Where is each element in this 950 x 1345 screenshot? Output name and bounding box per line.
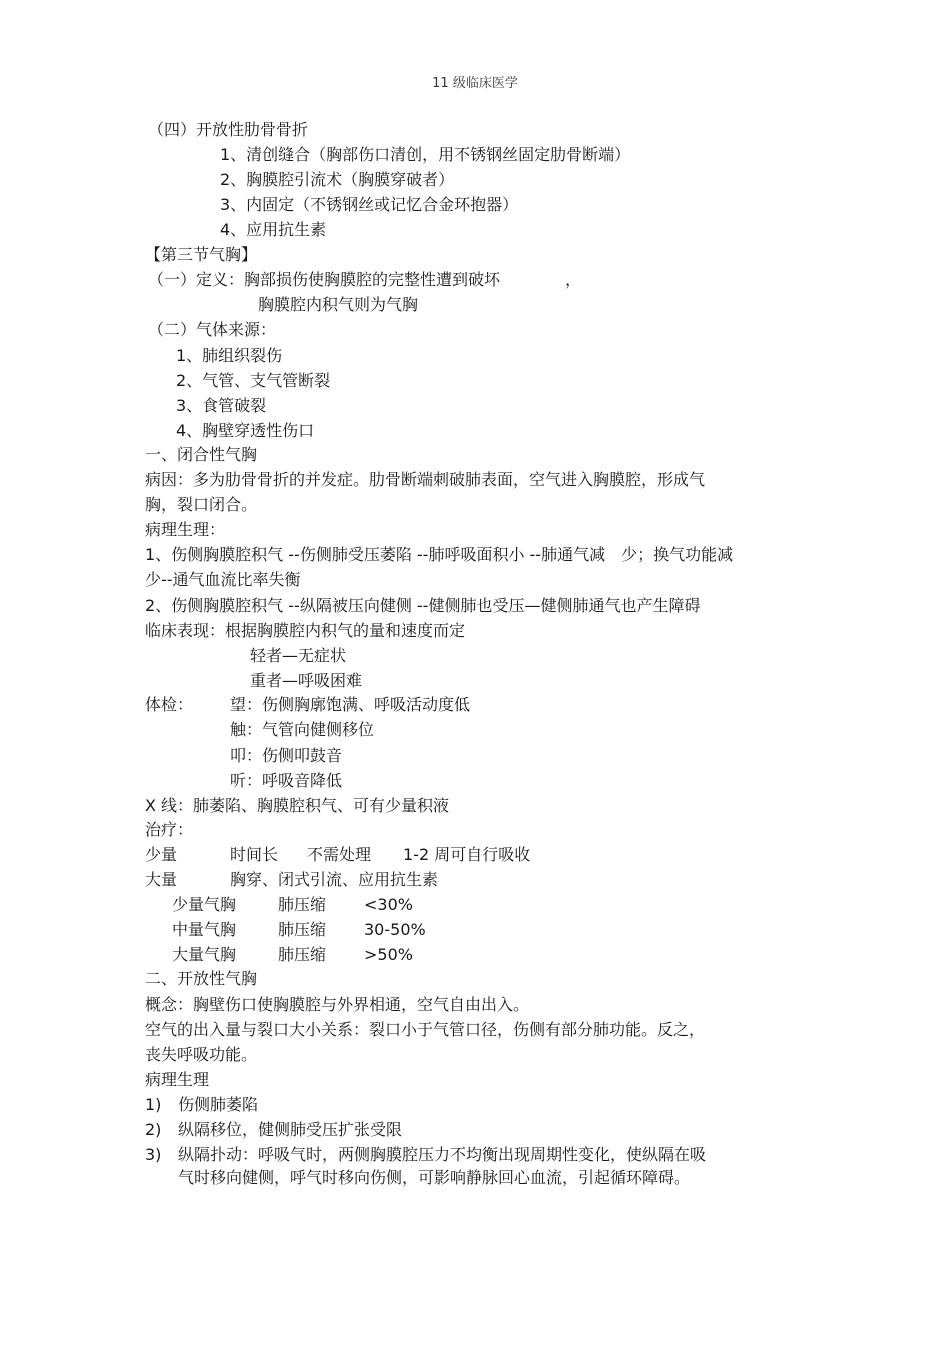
treat-small-outcome: 1-2 周可自行吸收 xyxy=(403,845,531,864)
xray-findings: X 线：肺萎陷、胸膜腔积气、可有少量积液 xyxy=(145,796,450,815)
source-item-3: 3、食管破裂 xyxy=(176,396,267,415)
grade-compression-label: 肺压缩 xyxy=(278,895,327,914)
pathophysiology-title: 病理生理： xyxy=(145,520,226,539)
patho-1-line-1: 1、伤侧胸膜腔积气 --伤侧肺受压萎陷 --肺呼吸面积小 --肺通气减 少；换气功能减 xyxy=(145,545,734,564)
patho-2: 2、伤侧胸膜腔积气 --纵隔被压向健侧 --健侧肺也受压—健侧肺通气也产生障碍 xyxy=(145,596,701,615)
open-pneumothorax-title: 二、开放性气胸 xyxy=(145,969,258,988)
sec4-item-4: 4、应用抗生素 xyxy=(220,220,327,239)
sec4-item-3: 3、内固定（不锈钢丝或记忆合金环抱器） xyxy=(220,195,519,214)
grade-compression-label: 肺压缩 xyxy=(278,945,327,964)
treat-large-action: 胸穿、闭式引流、应用抗生素 xyxy=(230,870,439,889)
grade-compression-label: 肺压缩 xyxy=(278,920,327,939)
grade-value: >50% xyxy=(364,945,413,964)
gas-source-title: （二）气体来源： xyxy=(148,320,277,339)
treat-small-action: 不需处理 xyxy=(307,845,372,864)
mild-case: 轻者—无症状 xyxy=(250,646,347,665)
source-item-1: 1、肺组织裂伤 xyxy=(176,346,283,365)
item-text: 纵隔移位，健侧肺受压扩张受限 xyxy=(178,1120,403,1139)
treat-small-duration: 时间长 xyxy=(230,845,279,864)
treat-large-label: 大量 xyxy=(145,870,178,889)
item-text: 纵隔扑动：呼吸气时，两侧胸膜腔压力不均衡出现周期性变化，使纵隔在吸 xyxy=(178,1145,707,1164)
source-item-2: 2、气管、支气管断裂 xyxy=(176,371,331,390)
definition-line-2: 胸膜腔内积气则为气胸 xyxy=(258,295,419,314)
relation-line-2: 丧失呼吸功能。 xyxy=(145,1045,258,1064)
closed-pneumothorax-title: 一、闭合性气胸 xyxy=(145,445,258,464)
item-number: 3) xyxy=(145,1145,162,1164)
page-header: 11 级临床医学 xyxy=(432,76,518,91)
grade-name: 中量气胸 xyxy=(172,920,237,939)
etiology-line-1: 病因：多为肋骨骨折的并发症。肋骨断端刺破肺表面，空气进入胸膜腔，形成气 xyxy=(145,470,706,489)
relation-line-1: 空气的出入量与裂口大小关系：裂口小于气管口径，伤侧有部分肺功能。反之， xyxy=(145,1020,706,1039)
exam-palpation: 触：气管向健侧移位 xyxy=(230,720,375,739)
sec4-item-2: 2、胸膜腔引流术（胸膜穿破者） xyxy=(220,170,455,189)
open-item-3-continuation: 气时移向健侧，呼气时移向伤侧，可影响静脉回心血流，引起循环障碍。 xyxy=(178,1168,691,1187)
patho-1-line-2: 少--通气血流比率失衡 xyxy=(145,570,301,589)
treat-small-label: 少量 xyxy=(145,845,178,864)
grade-name: 大量气胸 xyxy=(172,945,237,964)
item-text: 伤侧肺萎陷 xyxy=(178,1095,259,1114)
pathophysiology-title-2: 病理生理 xyxy=(145,1070,210,1089)
etiology-line-2: 胸，裂口闭合。 xyxy=(145,495,258,514)
grade-name: 少量气胸 xyxy=(172,895,237,914)
section-4-title: （四）开放性肋骨骨折 xyxy=(148,120,309,139)
item-number: 2) xyxy=(145,1120,162,1139)
definition-comma: ， xyxy=(565,270,582,289)
definition-line-1: （一）定义：胸部损伤使胸膜腔的完整性遭到破坏 xyxy=(148,270,501,289)
grade-value: <30% xyxy=(364,895,413,914)
grade-value: 30-50% xyxy=(364,920,426,939)
exam-percussion: 叩：伤侧叩鼓音 xyxy=(230,746,343,765)
physical-exam-label: 体检： xyxy=(145,695,194,714)
exam-inspection: 望：伤侧胸廓饱满、呼吸活动度低 xyxy=(230,695,471,714)
item-number: 1) xyxy=(145,1095,162,1114)
severe-case: 重者—呼吸困难 xyxy=(250,671,363,690)
source-item-4: 4、胸壁穿透性伤口 xyxy=(176,421,315,440)
exam-auscultation: 听：呼吸音降低 xyxy=(230,771,343,790)
clinical-manifestation: 临床表现：根据胸膜腔内积气的量和速度而定 xyxy=(145,621,466,640)
treatment-title: 治疗： xyxy=(145,820,194,839)
concept: 概念：胸壁伤口使胸膜腔与外界相通，空气自由出入。 xyxy=(145,995,530,1014)
sec4-item-1: 1、清创缝合（胸部伤口清创，用不锈钢丝固定肋骨断端） xyxy=(220,145,631,164)
section-3-title: 【第三节气胸】 xyxy=(145,245,258,264)
